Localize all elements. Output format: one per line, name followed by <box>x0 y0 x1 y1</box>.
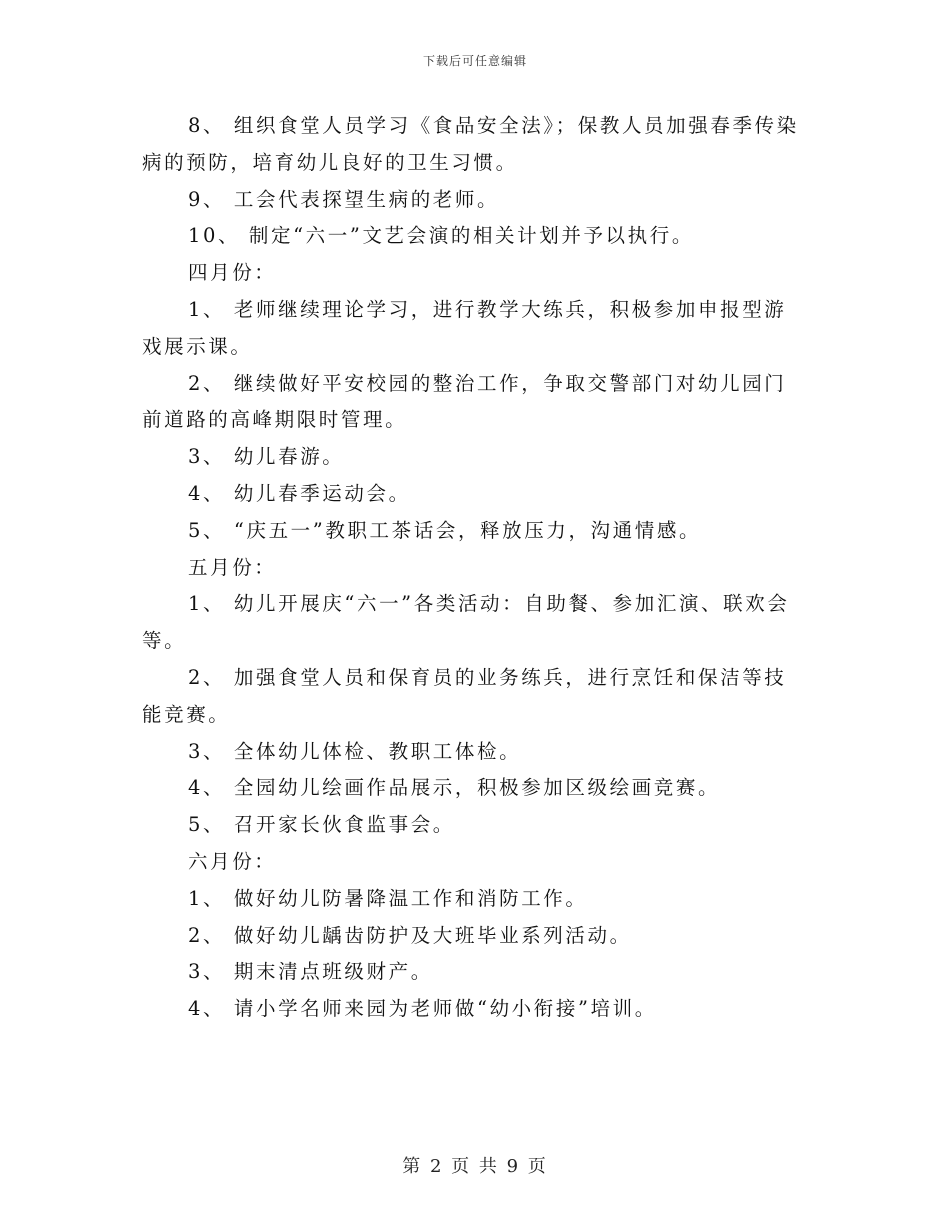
paragraph: 8、 组织食堂人员学习《食品安全法》；保教人员加强春季传染病的预防，培育幼儿良好的卫生习惯。 <box>142 114 799 174</box>
paragraph: 3、 幼儿春游。 <box>188 445 345 469</box>
paragraph: 3、 全体幼儿体检、教职工体检。 <box>188 739 522 763</box>
paragraph: 10、 制定“六一”文艺会演的相关计划并予以执行。 <box>188 224 694 248</box>
section-heading-june: 六月份： <box>188 849 277 873</box>
paragraph: 2、 继续做好平安校园的整治工作，争取交警部门对幼儿园门前道路的高峰期限时管理。 <box>142 371 787 432</box>
paragraph: 9、 工会代表探望生病的老师。 <box>188 187 500 211</box>
paragraph: 2、 做好幼儿龋齿防护及大班毕业系列活动。 <box>188 923 632 947</box>
paragraph: 5、 “庆五一”教职工茶话会，释放压力，沟通情感。 <box>188 518 702 542</box>
paragraph: 3、 期末清点班级财产。 <box>188 960 433 984</box>
paragraph: 4、 幼儿春季运动会。 <box>188 481 411 505</box>
paragraph: 1、 幼儿开展庆“六一”各类活动：自助餐、参加汇演、联欢会等。 <box>142 592 790 653</box>
page-header-note: 下载后可任意编辑 <box>422 54 527 68</box>
paragraph: 1、 老师继续理论学习，进行教学大练兵，积极参加申报型游戏展示课。 <box>142 297 787 358</box>
document-body <box>142 108 802 1028</box>
paragraph: 2、 加强食堂人员和保育员的业务练兵，进行烹饪和保洁等技能竞赛。 <box>142 665 787 726</box>
page-number: 第 2 页 共 9 页 <box>402 1156 548 1177</box>
section-heading-april: 四月份： <box>188 261 277 285</box>
paragraph: 1、 做好幼儿防暑降温工作和消防工作。 <box>188 886 588 910</box>
paragraph: 4、 全园幼儿绘画作品展示，积极参加区级绘画竞赛。 <box>188 776 721 800</box>
section-heading-may: 五月份： <box>188 555 277 579</box>
paragraph: 5、 召开家长伙食监事会。 <box>188 813 455 837</box>
paragraph: 4、 请小学名师来园为老师做“幼小衔接”培训。 <box>188 997 657 1021</box>
